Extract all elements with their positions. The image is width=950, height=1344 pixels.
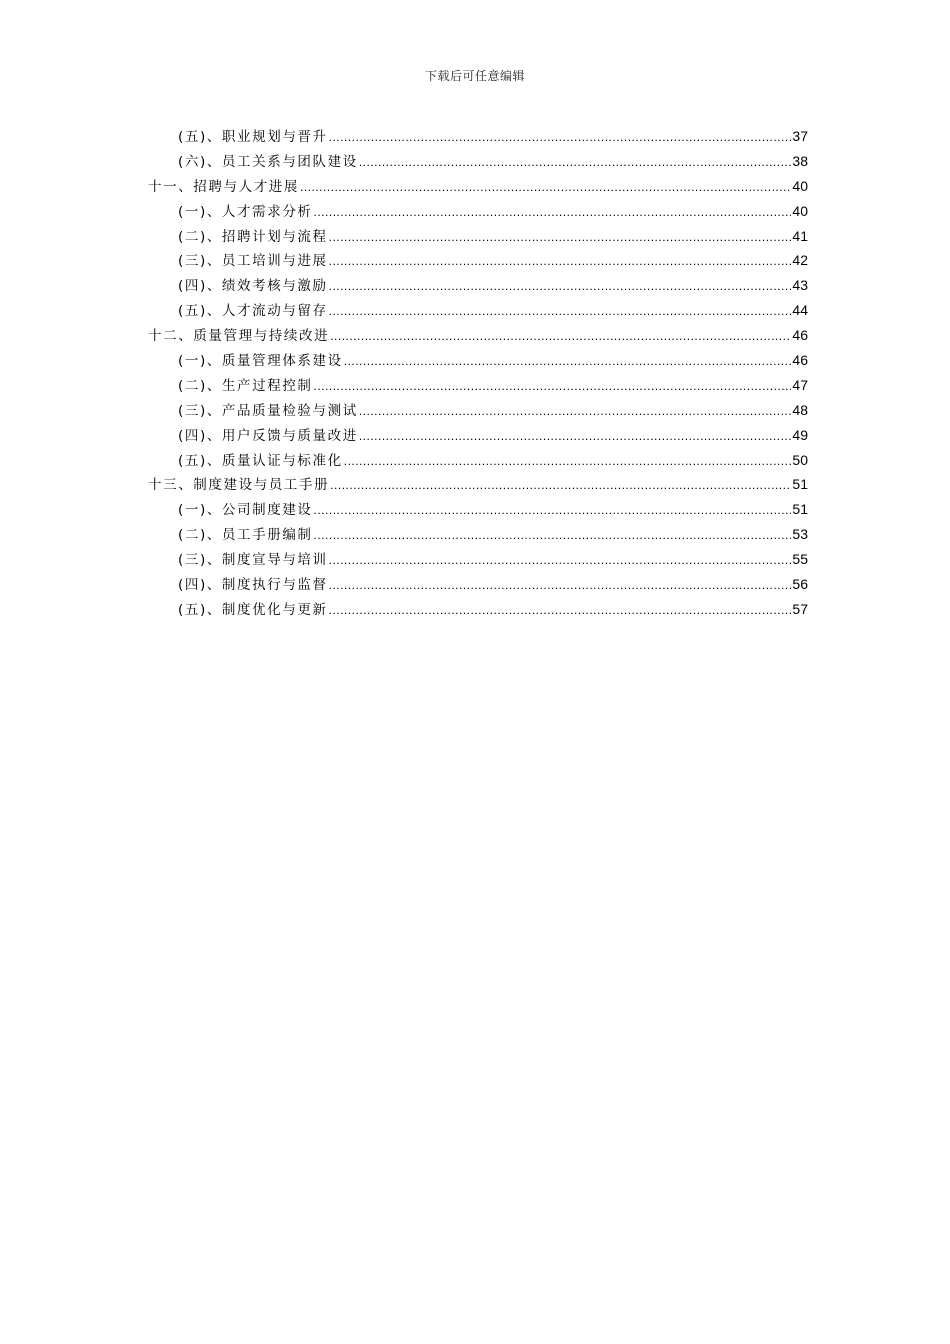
toc-entry-label: (二)、招聘计划与流程 <box>178 228 328 245</box>
toc-entry-page: 56 <box>792 576 808 593</box>
toc-leader-dots <box>314 379 792 393</box>
toc-entry-page: 51 <box>792 501 808 518</box>
toc-chapter-entry[interactable] <box>148 473 808 498</box>
toc-entry-page: 46 <box>792 352 808 369</box>
toc-entry-page: 37 <box>792 128 808 144</box>
toc-leader-dots <box>300 180 791 194</box>
toc-entry-label: (三)、员工培训与进展 <box>178 253 328 270</box>
toc-entry-label: (四)、制度执行与监督 <box>178 577 328 594</box>
toc-entry-page: 46 <box>792 327 808 344</box>
toc-entry-page: 50 <box>792 451 808 468</box>
toc-entry-label: (四)、用户反馈与质量改进 <box>178 427 358 444</box>
toc-entry[interactable] <box>148 523 808 548</box>
toc-entry-page: 40 <box>792 177 808 194</box>
toc-entry-label: 十二、质量管理与持续改进 <box>148 328 330 345</box>
toc-entry-page: 49 <box>792 426 808 443</box>
toc-entry-label: 十一、招聘与人才进展 <box>148 178 299 195</box>
toc-entry[interactable] <box>148 548 808 573</box>
toc-chapter-entry[interactable] <box>148 175 808 200</box>
toc-entry[interactable] <box>148 150 808 175</box>
toc-entry[interactable] <box>148 349 808 374</box>
toc-entry-page: 42 <box>792 252 808 269</box>
toc-entry-page: 41 <box>792 227 808 244</box>
toc-entry-label: (四)、绩效考核与激励 <box>178 278 328 295</box>
toc-leader-dots <box>329 304 792 318</box>
toc-chapter-entry[interactable] <box>148 324 808 349</box>
toc-leader-dots <box>329 603 792 617</box>
toc-entry-label: (五)、制度优化与更新 <box>178 601 328 618</box>
toc-leader-dots <box>359 155 792 169</box>
toc-entry-label: (五)、质量认证与标准化 <box>178 452 343 469</box>
toc-entry-label: (五)、人才流动与留存 <box>178 303 328 320</box>
toc-leader-dots <box>329 553 792 567</box>
toc-entry-label: (六)、员工关系与团队建设 <box>178 153 358 170</box>
toc-entry[interactable] <box>148 225 808 250</box>
toc-entry[interactable] <box>148 598 808 623</box>
toc-leader-dots <box>329 254 792 268</box>
table-of-contents <box>148 125 808 623</box>
toc-entry[interactable] <box>148 424 808 449</box>
toc-entry-label: 十三、制度建设与员工手册 <box>148 477 330 494</box>
toc-entry-page: 44 <box>792 302 808 319</box>
toc-leader-dots <box>359 429 792 443</box>
toc-entry[interactable] <box>148 299 808 324</box>
toc-entry-page: 43 <box>792 277 808 294</box>
toc-entry[interactable] <box>148 274 808 299</box>
toc-entry[interactable] <box>148 573 808 598</box>
toc-entry[interactable] <box>148 498 808 523</box>
toc-entry-label: (三)、产品质量检验与测试 <box>178 402 358 419</box>
toc-leader-dots <box>329 279 792 293</box>
toc-entry[interactable] <box>148 374 808 399</box>
toc-entry-label: (一)、质量管理体系建设 <box>178 353 343 370</box>
toc-entry-page: 40 <box>792 202 808 219</box>
toc-leader-dots <box>344 354 792 368</box>
toc-leader-dots <box>314 503 792 517</box>
toc-entry[interactable] <box>148 399 808 424</box>
toc-leader-dots <box>314 528 792 542</box>
toc-entry-label: (一)、公司制度建设 <box>178 502 313 519</box>
toc-leader-dots <box>314 205 792 219</box>
toc-entry-label: (二)、员工手册编制 <box>178 527 313 544</box>
toc-entry-label: (二)、生产过程控制 <box>178 377 313 394</box>
toc-entry-label: (三)、制度宣导与培训 <box>178 552 328 569</box>
toc-leader-dots <box>329 578 792 592</box>
toc-leader-dots <box>359 404 792 418</box>
toc-leader-dots <box>330 329 791 343</box>
toc-entry[interactable] <box>148 200 808 225</box>
toc-entry-page: 57 <box>792 600 808 617</box>
toc-entry[interactable] <box>148 449 808 474</box>
toc-entry-page: 53 <box>792 526 808 543</box>
toc-entry[interactable] <box>148 125 808 150</box>
toc-entry-page: 51 <box>792 476 808 493</box>
toc-entry-label: (五)、职业规划与晋升 <box>178 129 328 145</box>
toc-leader-dots <box>330 478 791 492</box>
toc-leader-dots <box>329 130 792 144</box>
toc-leader-dots <box>329 230 792 244</box>
toc-entry-page: 55 <box>792 551 808 568</box>
toc-entry-page: 48 <box>792 401 808 418</box>
toc-entry-page: 47 <box>792 376 808 393</box>
toc-entry-page: 38 <box>792 152 808 169</box>
toc-entry[interactable] <box>148 249 808 274</box>
toc-leader-dots <box>344 454 792 468</box>
page-header: 下载后可任意编辑 <box>424 69 525 83</box>
toc-entry-label: (一)、人才需求分析 <box>178 203 313 220</box>
